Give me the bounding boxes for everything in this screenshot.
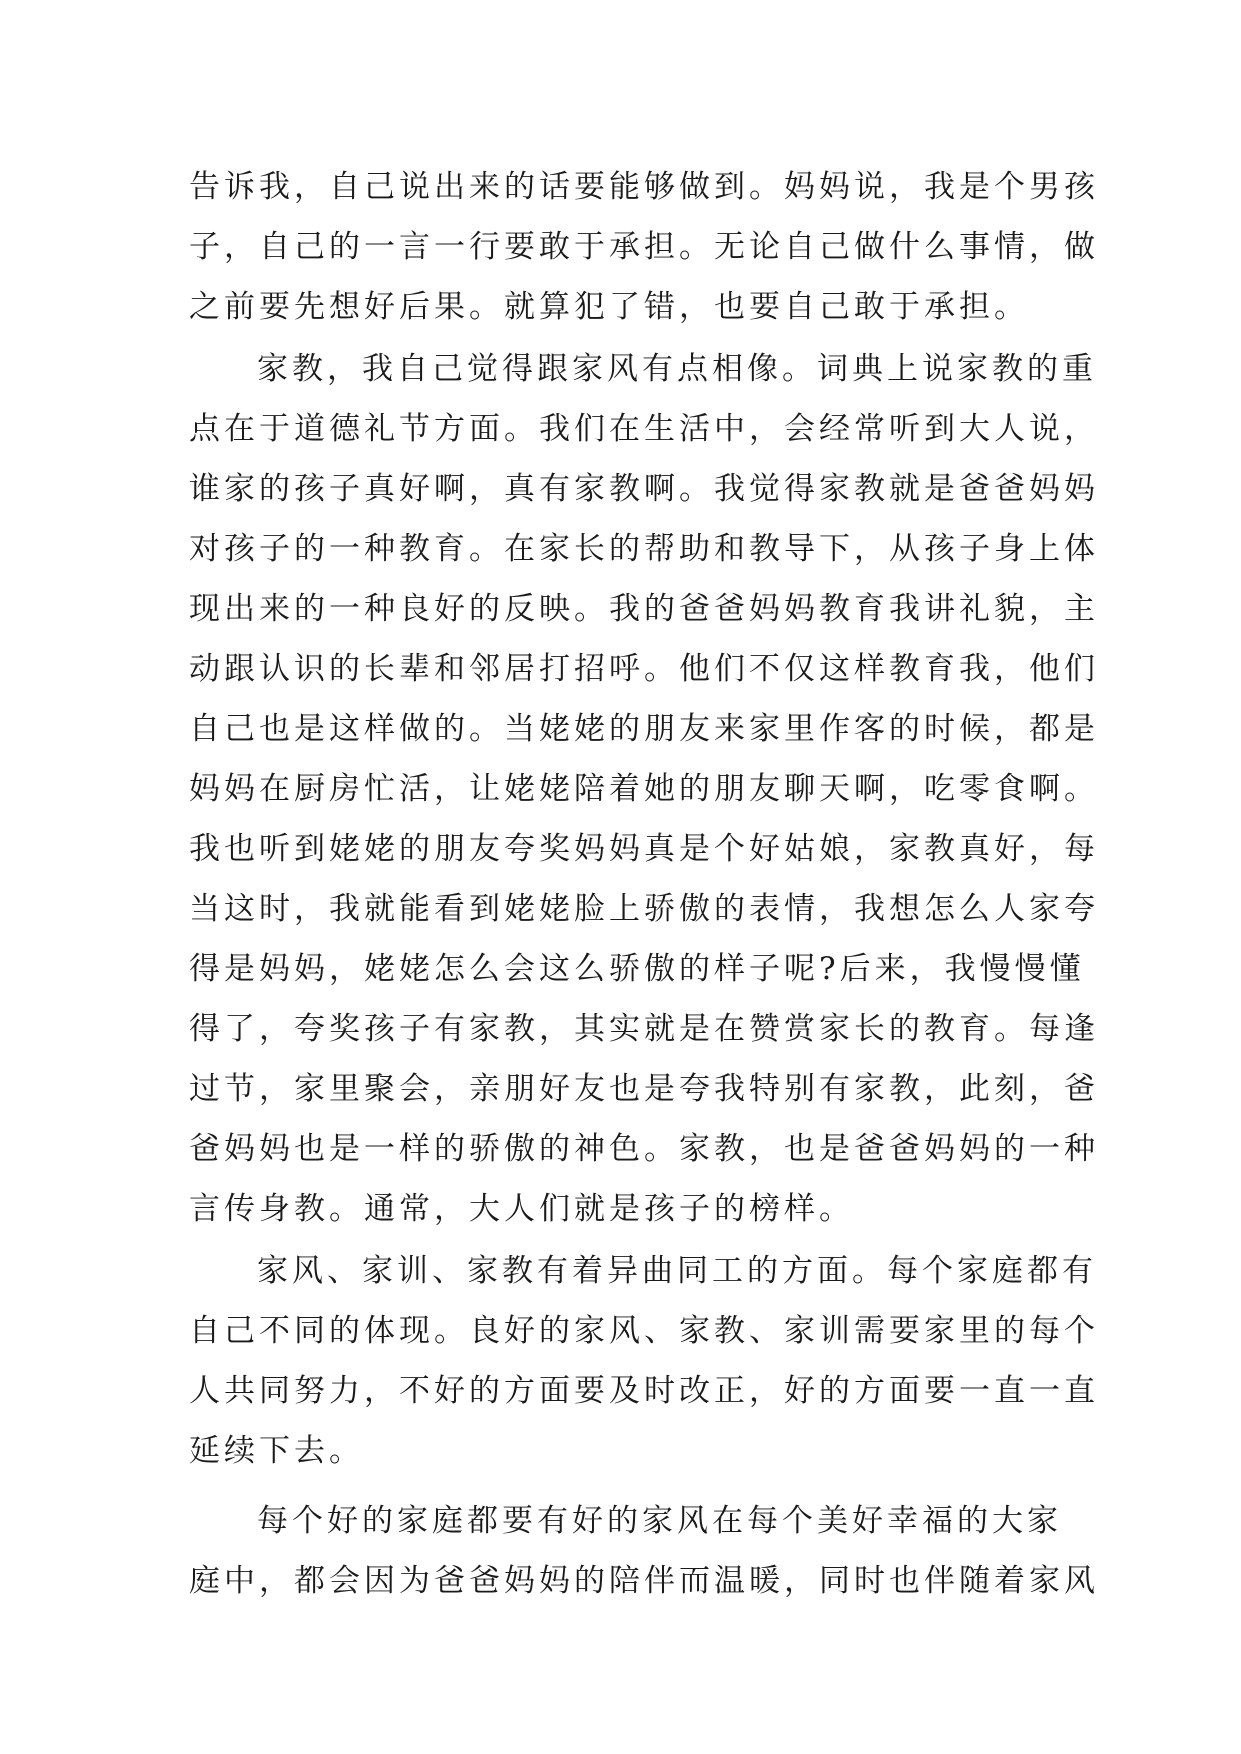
paragraph bbox=[189, 1491, 1099, 1611]
text-line: 得了，夸奖孩子有家教，其实就是在赞赏家长的教育。每逢 bbox=[189, 1011, 1099, 1047]
text-line: 自己也是这样做的。当姥姥的朋友来家里作客的时候，都是 bbox=[189, 711, 1099, 747]
paragraph bbox=[189, 1241, 1099, 1481]
text-line: 庭中，都会因为爸爸妈妈的陪伴而温暖，同时也伴随着家风 bbox=[189, 1563, 1099, 1599]
text-line: 现出来的一种良好的反映。我的爸爸妈妈教育我讲礼貌，主 bbox=[189, 591, 1099, 627]
text-line: 妈妈在厨房忙活，让姥姥陪着她的朋友聊天啊，吃零食啊。 bbox=[189, 771, 1099, 807]
text-line: 过节，家里聚会，亲朋好友也是夸我特别有家教，此刻，爸 bbox=[189, 1071, 1099, 1107]
paragraph bbox=[189, 157, 1099, 337]
text-line: 自己不同的体现。良好的家风、家教、家训需要家里的每个 bbox=[189, 1313, 1099, 1349]
document-body bbox=[189, 157, 1099, 1611]
text-line: 之前要先想好后果。就算犯了错，也要自己敢于承担。 bbox=[189, 289, 1029, 325]
text-line: 点在于道德礼节方面。我们在生活中，会经常听到大人说， bbox=[189, 411, 1099, 447]
text-line: 家教，我自己觉得跟家风有点相像。词典上说家教的重 bbox=[257, 351, 1097, 387]
text-line: 谁家的孩子真好啊，真有家教啊。我觉得家教就是爸爸妈妈 bbox=[189, 471, 1099, 507]
text-line: 言传身教。通常，大人们就是孩子的榜样。 bbox=[189, 1191, 854, 1227]
text-line: 人共同努力，不好的方面要及时改正，好的方面要一直一直 bbox=[189, 1373, 1099, 1409]
text-line: 告诉我，自己说出来的话要能够做到。妈妈说，我是个男孩 bbox=[189, 169, 1099, 205]
text-line: 家风、家训、家教有着异曲同工的方面。每个家庭都有 bbox=[257, 1253, 1097, 1289]
text-line: 每个好的家庭都要有好的家风在每个美好幸福的大家 bbox=[257, 1503, 1062, 1539]
paragraph bbox=[189, 339, 1099, 1239]
text-line: 得是妈妈，姥姥怎么会这么骄傲的样子呢?后来，我慢慢懂 bbox=[189, 951, 1085, 987]
text-line: 当这时，我就能看到姥姥脸上骄傲的表情，我想怎么人家夸 bbox=[189, 891, 1099, 927]
text-line: 我也听到姥姥的朋友夸奖妈妈真是个好姑娘，家教真好，每 bbox=[189, 831, 1099, 867]
text-line: 延续下去。 bbox=[189, 1433, 364, 1469]
text-line: 子，自己的一言一行要敢于承担。无论自己做什么事情，做 bbox=[189, 229, 1099, 265]
text-line: 对孩子的一种教育。在家长的帮助和教导下，从孩子身上体 bbox=[189, 531, 1099, 567]
text-line: 动跟认识的长辈和邻居打招呼。他们不仅这样教育我，他们 bbox=[189, 651, 1099, 687]
text-line: 爸妈妈也是一样的骄傲的神色。家教，也是爸爸妈妈的一种 bbox=[189, 1131, 1099, 1167]
